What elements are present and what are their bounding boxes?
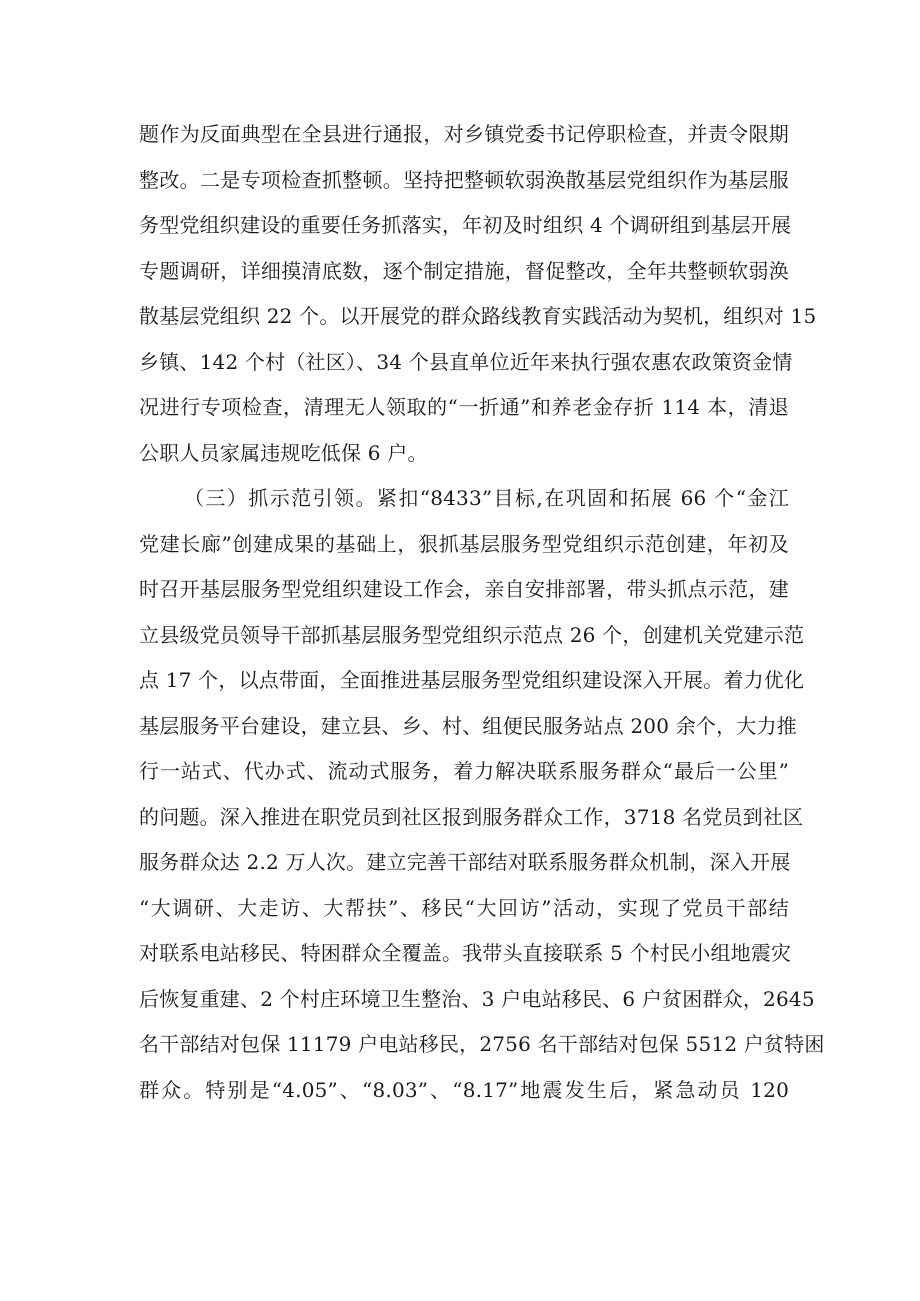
text-line: 点 17 个，以点带面，全面推进基层服务型党组织建设深入开展。着力优化 <box>139 668 805 692</box>
text-line: 群众。特别是“4.05”、“8.03”、“8.17”地震发生后，紧急动员 120 <box>139 1077 789 1102</box>
text-line: 公职人员家属违规吃低保 6 户。 <box>139 440 428 465</box>
text-line: 立县级党员领导干部抓基层服务型党组织示范点 26 个，创建机关党建示范 <box>139 622 805 647</box>
text-line: 整改。二是专项检查抓整顿。坚持把整顿软弱涣散基层党组织作为基层服 <box>139 167 789 192</box>
text-line: 对联系电站移民、特困群众全覆盖。我带头直接联系 5 个村民小组地震灾 <box>139 941 792 965</box>
text-line: 况进行专项检查，清理无人领取的“一折通”和养老金存折 114 本，清退 <box>139 395 789 419</box>
text-line: 基层服务平台建设，建立县、乡、村、组便民服务站点 200 余个，大力推 <box>139 713 797 738</box>
text-line: （三）抓示范引领。紧扣“8433”目标,在巩固和拓展 66 个“金江 <box>184 486 789 510</box>
text-line: 散基层党组织 22 个。以开展党的群众路线教育实践活动为契机，组织对 15 <box>139 304 817 328</box>
text-line: 后恢复重建、2 个村庄环境卫生整治、3 户电站移民、6 户贫困群众，2645 <box>139 986 815 1011</box>
text-line: “大调研、大走访、大帮扶”、移民“大回访”活动，实现了党员干部结 <box>139 895 789 920</box>
text-line: 时召开基层服务型党组织建设工作会，亲自安排部署，带头抓点示范，建 <box>139 577 789 601</box>
text-line: 名干部结对包保 11179 户电站移民，2756 名干部结对包保 5512 户贫特困 <box>139 1032 825 1056</box>
text-line: 服务群众达 2.2 万人次。建立完善干部结对联系服务群众机制，深入开展 <box>139 850 791 874</box>
text-line: 的问题。深入推进在职党员到社区报到服务群众工作，3718 名党员到社区 <box>139 804 804 829</box>
body-text <box>139 112 825 1113</box>
text-line: 行一站式、代办式、流动式服务，着力解决联系服务群众“最后一公里” <box>139 759 789 783</box>
text-line: 务型党组织建设的重要任务抓落实，年初及时组织 4 个调研组到基层开展 <box>139 213 792 237</box>
text-line: 题作为反面典型在全县进行通报，对乡镇党委书记停职检查，并责令限期 <box>139 122 789 146</box>
text-line: 乡镇、142 个村（社区）、34 个县直单位近年来执行强农惠农政策资金情 <box>139 349 793 374</box>
text-line: 党建长廊”创建成果的基础上，狠抓基层服务型党组织示范创建，年初及 <box>139 531 789 556</box>
text-line: 专题调研，详细摸清底数，逐个制定措施，督促整改，全年共整顿软弱涣 <box>139 258 789 283</box>
